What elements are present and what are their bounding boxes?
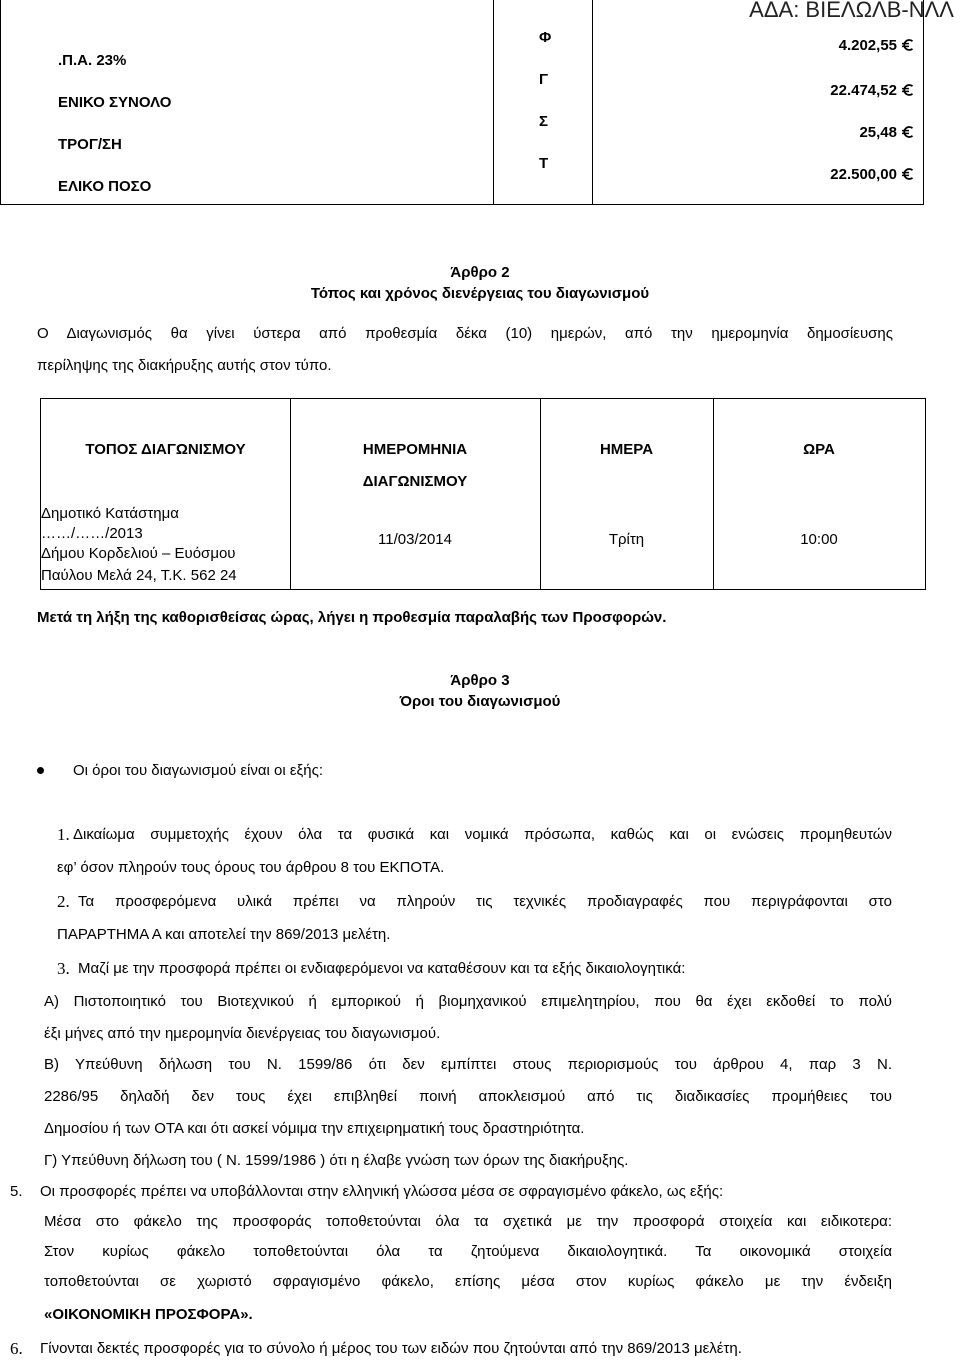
summary-value-vat: 4.202,55 <box>838 37 897 54</box>
comp-place-line: Δημοτικό Κατάστημα <box>41 505 179 522</box>
item6-line1: Γίνονται δεκτές προσφορές για το σύνολο ή μέρος του των ειδών που ζητούνται από την 869/2013 μελέτη. <box>40 1340 742 1357</box>
item3-line1: Μαζί με την προσφορά πρέπει οι ενδιαφερόμενοι να καταθέσουν και τα εξής δικαιολογητικά: <box>78 960 686 977</box>
euro-icon <box>901 167 915 181</box>
comp-day: Τρίτη <box>608 531 645 548</box>
summary-value-final: 22.500,00 <box>830 166 897 183</box>
item3-b-line1: Β) Υπεύθυνη δήλωση του Ν. 1599/86 ότι δεν εμπίπτει στους περιορισμούς του άρθρου 4, παρ 3 Ν. <box>44 1056 892 1073</box>
article2-paragraph-line2: περίληψης της διακήρυξης αυτής στον τύπο. <box>37 357 332 374</box>
item5-line3: Στον κυρίως φάκελο τοποθετούνται όλα τα ζητούμενα δικαιολογητικά. Τα οικονομικά στοιχεία <box>44 1243 892 1260</box>
competition-table <box>40 398 926 590</box>
comp-place-line: Δήμου Κορδελιού – Ευόσμου <box>41 545 236 562</box>
comp-time: 10:00 <box>800 531 838 548</box>
item3-c-line1: Γ) Υπεύθυνη δήλωση του ( Ν. 1599/1986 ) ότι η έλαβε γνώση των όρων της διακήρυξης. <box>44 1152 629 1169</box>
article3-subheading: Όροι του διαγωνισμού <box>399 693 561 710</box>
summary-letter-phi: Φ <box>539 29 552 46</box>
article3-bullet-text: Οι όροι του διαγωνισμού είναι οι εξής: <box>73 762 323 779</box>
summary-value-row <box>830 82 915 99</box>
comp-place-line: ……/……/2013 <box>41 525 143 542</box>
item3-a-line2: έξι μήνες από την ημερομηνία διενέργειας του διαγωνισμού. <box>44 1025 441 1042</box>
item3-b-line3: Δημοσίου ή των ΟΤΑ και ότι ασκεί νόμιμα την επιχειρηματική τους δραστηριότητα. <box>44 1120 585 1137</box>
bullet-icon <box>37 767 44 774</box>
comp-date: 11/03/2014 <box>378 531 452 548</box>
summary-label-vat: .Π.Α. 23% <box>58 52 127 69</box>
comp-header-day: ΗΜΕΡΑ <box>599 441 654 458</box>
item5-line5: «ΟΙΚΟΝΟΜΙΚΗ ΠΡΟΣΦΟΡΑ». <box>44 1306 253 1323</box>
summary-label-final: ΕΛΙΚΟ ΠΟΣΟ <box>58 178 152 195</box>
summary-value-total: 22.474,52 <box>830 82 897 99</box>
summary-letter-gamma: Γ <box>539 71 549 88</box>
summary-label-total: ΕΝΙΚΟ ΣΥΝΟΛΟ <box>58 94 172 111</box>
summary-value-row <box>859 124 915 141</box>
summary-value-row <box>830 166 915 183</box>
summary-table <box>0 0 924 205</box>
comp-header-date-line2: ΔΙΑΓΩΝΙΣΜΟΥ <box>362 473 468 490</box>
summary-value-row <box>839 37 915 54</box>
item1-line1: Δικαίωμα συμμετοχής έχουν όλα τα φυσικά και νομικά πρόσωπα, καθώς και οι ενώσεις προμηθευτών <box>73 826 892 843</box>
item5-line2: Μέσα στο φάκελο της προσφοράς τοποθετούνται όλα τα σχετικά με την προσφορά στοιχεία και ειδικοτερα: <box>44 1213 892 1230</box>
comp-header-time: ΩΡΑ <box>803 441 835 458</box>
article2-heading: Άρθρο 2 <box>450 264 510 281</box>
comp-place-line: Παύλου Μελά 24, Τ.Κ. 562 24 <box>41 567 237 584</box>
comp-header-place: ΤΟΠΟΣ ΔΙΑΓΩΝΙΣΜΟΥ <box>85 441 246 458</box>
item6-number: 6. <box>10 1339 23 1358</box>
item3-a-line1: Α) Πιστοποιητικό του Βιοτεχνικού ή εμπορικού ή βιομηχανικού επιμελητηρίου, που θα έχει εκδοθεί το πολύ <box>44 993 892 1010</box>
item5-line4: τοποθετούνται σε χωριστό σφραγισμένο φάκελο, επίσης μέσα στον κυρίως φάκελο με την ένδειξη <box>44 1273 892 1290</box>
euro-icon <box>901 125 915 139</box>
item5-line1: Οι προσφορές πρέπει να υποβάλλονται στην ελληνική γλώσσα μέσα σε σφραγισμένο φάκελο, ως εξής: <box>40 1183 724 1200</box>
euro-icon <box>901 38 915 52</box>
summary-label-rounding: ΤΡΟΓ/ΣΗ <box>58 136 122 153</box>
summary-letter-tau: Τ <box>539 155 549 172</box>
article2-subheading: Τόπος και χρόνος διενέργειας του διαγωνισμού <box>310 285 650 302</box>
ada-header: ΑΔΑ: ΒΙΕΛΩΛΒ-ΝΛΛ <box>749 0 954 22</box>
item3-b-line2: 2286/95 δηλαδή δεν τους έχει επιβληθεί ποινή αποκλεισμού από τις διαδικασίες προμήθειες του <box>44 1088 892 1105</box>
article3-heading: Άρθρο 3 <box>450 672 510 689</box>
summary-letter-sigma: Σ <box>539 113 549 130</box>
item1-line2: εφ’ όσον πληρούν τους όρους του άρθρου 8 του ΕΚΠΟΤΑ. <box>57 859 445 876</box>
item2-line1: Τα προσφερόμενα υλικά πρέπει να πληρούν τις τεχνικές προδιαγραφές που περιγράφονται στο <box>78 893 892 910</box>
item2-number: 2. <box>57 892 70 911</box>
deadline-note: Μετά τη λήξη της καθορισθείσας ώρας, λήγει η προθεσμία παραλαβής των Προσφορών. <box>37 609 667 626</box>
item5-number: 5. <box>10 1183 23 1200</box>
summary-value-rounding: 25,48 <box>859 124 897 141</box>
item2-line2: ΠΑΡΑΡΤΗΜΑ Α και αποτελεί την 869/2013 μελέτη. <box>57 926 391 943</box>
euro-icon <box>901 83 915 97</box>
article2-paragraph-line1: Ο Διαγωνισμός θα γίνει ύστερα από προθεσμία δέκα (10) ημερών, από την ημερομηνία δημοσίευσης <box>37 325 893 342</box>
comp-header-date-line1: ΗΜΕΡΟΜΗΝΙΑ <box>362 441 468 458</box>
item3-number: 3. <box>57 959 70 978</box>
item1-number: 1. <box>57 825 70 844</box>
